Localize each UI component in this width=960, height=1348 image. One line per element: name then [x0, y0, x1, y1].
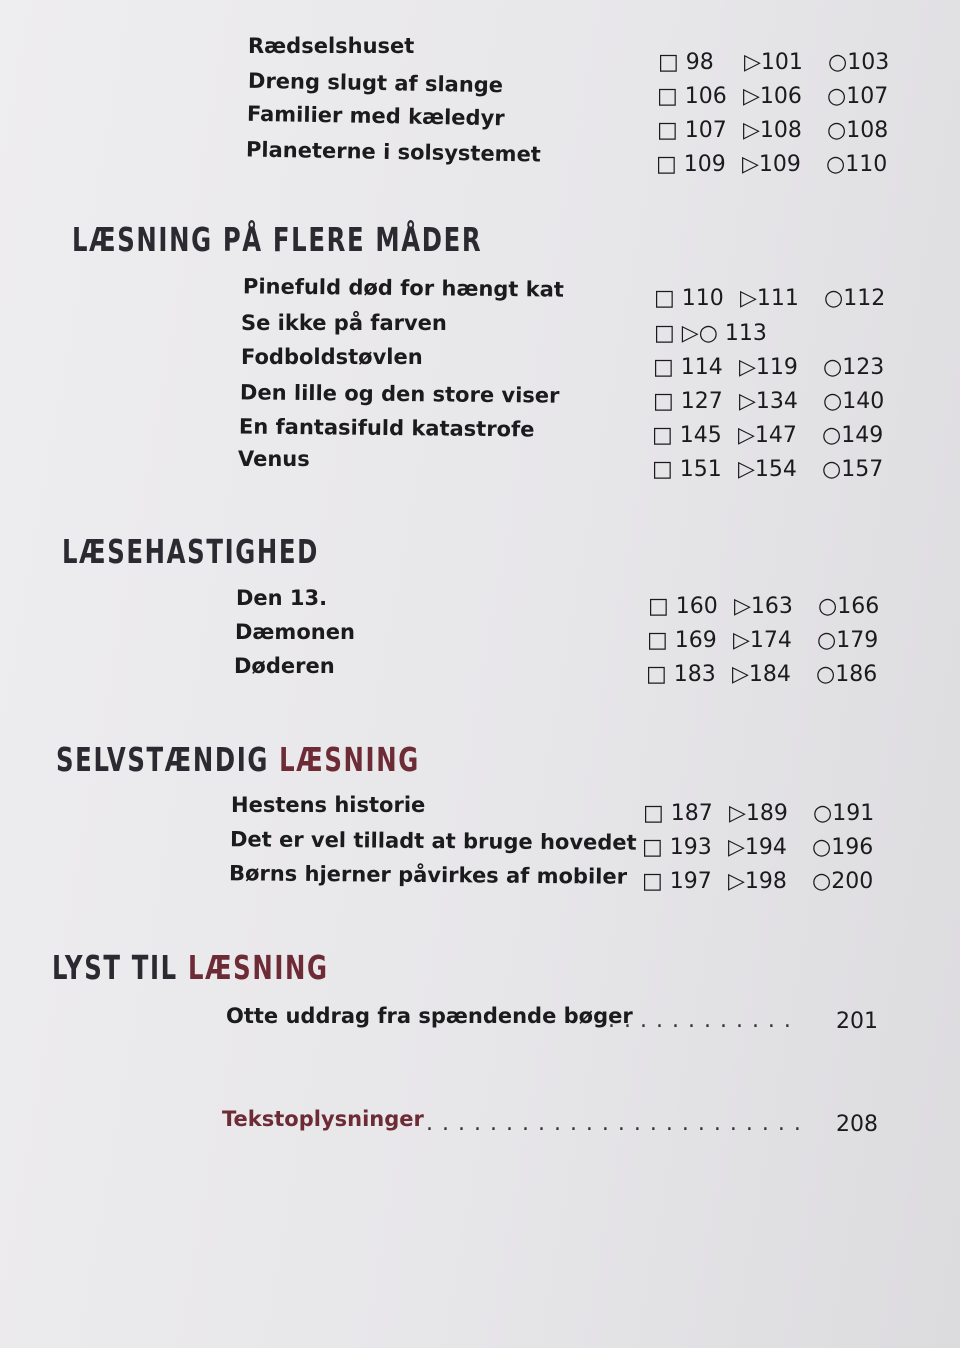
- square-code: □ 197: [642, 869, 712, 894]
- triangle-code: ▷147: [738, 423, 797, 448]
- triangle-code: ▷119: [739, 355, 798, 380]
- circle-code: ○107: [827, 84, 889, 109]
- circle-code: ○112: [824, 286, 886, 311]
- square-code: □ 109: [656, 152, 726, 177]
- circle-code: ○149: [822, 423, 884, 448]
- toc-entry-title: Otte uddrag fra spændende bøger: [226, 1004, 633, 1028]
- circle-code: ○186: [816, 662, 878, 687]
- circle-code: ○108: [827, 118, 889, 143]
- page-number: 201: [836, 1009, 878, 1034]
- square-code: □ 151: [652, 457, 722, 482]
- toc-entry-title: Det er vel tilladt at bruge hovedet: [229, 827, 637, 855]
- section-heading: [72, 220, 482, 259]
- square-code: □ 127: [653, 389, 723, 414]
- square-code: □ 106: [657, 84, 727, 109]
- circle-code: ○196: [812, 835, 874, 860]
- toc-entry-title: Se ikke på farven: [241, 311, 447, 335]
- circle-code: ○200: [812, 869, 874, 894]
- section-heading: [56, 740, 420, 779]
- section-heading: [52, 948, 329, 987]
- circle-code: ○140: [823, 389, 885, 414]
- toc-entry-title: Planeterne i solsystemet: [245, 137, 542, 167]
- triangle-code: ▷154: [738, 457, 797, 482]
- toc-entry-title: Den 13.: [236, 586, 328, 610]
- dot-leader: ............: [608, 1008, 800, 1033]
- square-code: □ 114: [653, 355, 723, 380]
- toc-entry-title: Hestens historie: [231, 793, 426, 817]
- square-code: □ 160: [648, 594, 718, 619]
- section-heading: [62, 532, 319, 571]
- triangle-code: ▷174: [733, 628, 792, 653]
- page-number: 208: [836, 1112, 878, 1137]
- triangle-code: ▷134: [739, 389, 798, 414]
- section-heading-text: LÆSNING PÅ FLERE MÅDER: [72, 220, 483, 259]
- section-heading-text: LYST TIL: [52, 948, 188, 987]
- circle-code: ○157: [822, 457, 884, 482]
- toc-entry-title: Dæmonen: [235, 620, 355, 644]
- dot-leader: ........................: [426, 1111, 810, 1136]
- toc-entry-title: Døderen: [234, 654, 335, 678]
- circle-code: ○110: [826, 152, 888, 177]
- circle-code: ○166: [818, 594, 880, 619]
- toc-entry-title: Børns hjerner påvirkes af mobiler: [228, 861, 628, 889]
- footer-entry-title: Tekstoplysninger: [222, 1107, 424, 1131]
- triangle-code: ▷184: [732, 662, 791, 687]
- square-code: □ 187: [643, 801, 713, 826]
- circle-code: ○191: [813, 801, 875, 826]
- section-heading-text: LÆSEHASTIGHED: [62, 532, 320, 571]
- square-code: □ 98: [658, 50, 714, 75]
- combined-code: □ ▷○ 113: [654, 321, 767, 346]
- circle-code: ○103: [828, 50, 890, 75]
- triangle-code: ▷101: [744, 50, 803, 75]
- triangle-code: ▷106: [743, 84, 802, 109]
- section-heading-accent: LÆSNING: [279, 740, 420, 779]
- square-code: □ 183: [646, 662, 716, 687]
- square-code: □ 193: [642, 835, 712, 860]
- toc-entry-title: En fantasifuld katastrofe: [238, 414, 535, 442]
- triangle-code: ▷163: [734, 594, 793, 619]
- triangle-code: ▷111: [740, 286, 799, 311]
- triangle-code: ▷109: [742, 152, 801, 177]
- triangle-code: ▷198: [728, 869, 787, 894]
- toc-entry-title: Pinefuld død for hængt kat: [242, 274, 565, 302]
- toc-entry-title: Fodboldstøvlen: [241, 345, 423, 369]
- toc-entry-title: Den lille og den store viser: [239, 380, 560, 408]
- triangle-code: ▷194: [728, 835, 787, 860]
- square-code: □ 110: [654, 286, 724, 311]
- toc-entry-title: Dreng slugt af slange: [247, 68, 504, 98]
- square-code: □ 145: [652, 423, 722, 448]
- square-code: □ 169: [647, 628, 717, 653]
- section-heading-accent: LÆSNING: [187, 948, 329, 987]
- triangle-code: ▷108: [743, 118, 802, 143]
- circle-code: ○123: [823, 355, 885, 380]
- toc-entry-title: Rædselshuset: [248, 34, 415, 58]
- square-code: □ 107: [657, 118, 727, 143]
- circle-code: ○179: [817, 628, 879, 653]
- section-heading-text: SELVSTÆNDIG: [56, 740, 280, 779]
- triangle-code: ▷189: [729, 801, 788, 826]
- toc-entry-title: Venus: [238, 447, 310, 471]
- toc-entry-title: Familier med kæledyr: [246, 101, 505, 131]
